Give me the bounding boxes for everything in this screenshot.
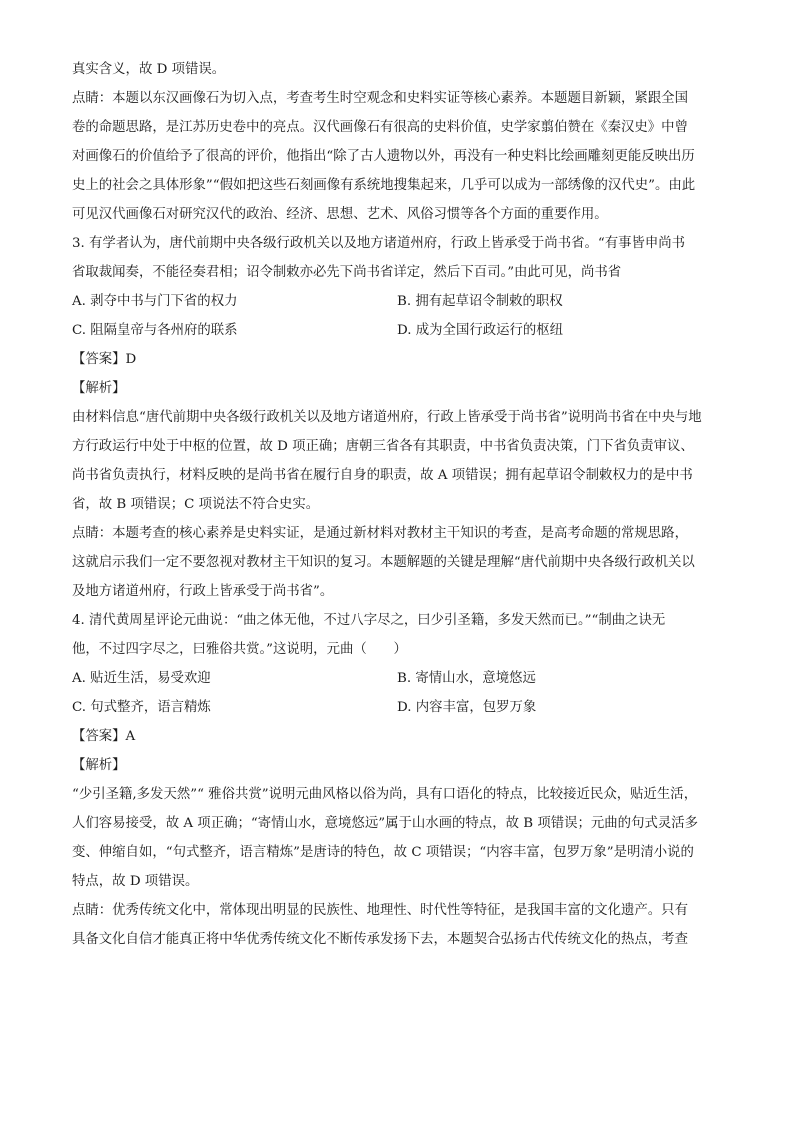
question-stem-line: 3. 有学者认为，唐代前期中央各级行政机关以及地方诸道州府，行政上皆承受于尚书省。“有事皆申尚书 (72, 236, 686, 251)
option-c: C. 句式整齐，语言精炼 (72, 700, 211, 715)
analysis-line: “少引圣籍,多发天然”“ 雅俗共赏”说明元曲风格以俗为尚，具有口语化的特点，比较接近民众，贴近生活， (72, 787, 698, 802)
analysis-line: 特点，故 D 项错误。 (72, 874, 199, 889)
analysis-line: 点睛：本题考查的核心素养是史料实证，是通过新材料对教材主干知识的考查，是高考命题的常规思路， (72, 526, 688, 541)
text-line: 对画像石的价值给予了很高的评价，他指出“除了古人遗物以外，再没有一种史料比绘画雕刻更能反映出历 (72, 149, 695, 164)
option-b: B. 拥有起草诏令制敕的职权 (397, 294, 563, 309)
text-line: 真实含义，故 D 项错误。 (72, 62, 226, 77)
analysis-line: 尚书省负责执行，材料反映的是尚书省在履行自身的职责，故 A 项错误；拥有起草诏令制敕权力的是中书 (72, 468, 693, 483)
option-a: A. 剥夺中书与门下省的权力 (72, 294, 238, 309)
answer-line: 【答案】D (72, 352, 137, 367)
options-row (72, 294, 722, 310)
options-row (72, 323, 722, 339)
options-row (72, 671, 722, 687)
document-page (72, 62, 722, 961)
analysis-line: 及地方诸道州府，行政上皆承受于尚书省”。 (72, 584, 334, 599)
analysis-label: 【解析】 (72, 381, 126, 396)
analysis-line: 省，故 B 项错误；C 项说法不符合史实。 (72, 497, 320, 512)
option-d: D. 成为全国行政运行的枢纽 (397, 323, 564, 338)
text-line: 史上的社会之具体形象”“假如把这些石刻画像有系统地搜集起来，几乎可以成为一部绣像的汉代史”。由此 (72, 178, 696, 193)
question-stem-line: 省取裁闻奏，不能径奏君相；诏令制敕亦必先下尚书省详定，然后下百司。”由此可见，尚书省 (72, 265, 622, 280)
option-a: A. 贴近生活，易受欢迎 (72, 671, 211, 686)
analysis-line: 人们容易接受，故 A 项正确；“寄情山水，意境悠远”属于山水画的特点，故 B 项错误；元曲的句式灵活多 (72, 816, 699, 831)
answer-line: 【答案】A (72, 729, 136, 744)
analysis-line: 方行政运行中处于中枢的位置，故 D 项正确；唐朝三省各有其职责，中书省负责决策，门下省负责审议、 (72, 439, 694, 454)
text-line: 卷的命题思路，是江苏历史卷中的亮点。汉代画像石有很高的史料价值，史学家翦伯赞在《秦汉史》中曾 (72, 120, 688, 135)
analysis-line: 这就启示我们一定不要忽视对教材主干知识的复习。本题解题的关键是理解“唐代前期中央各级行政机关以 (72, 555, 695, 570)
question-3 (72, 236, 722, 600)
options-row (72, 700, 722, 716)
analysis-label: 【解析】 (72, 758, 126, 773)
analysis-line: 具备文化自信才能真正将中华优秀传统文化不断传承发扬下去，本题契合弘扬古代传统文化的热点，考查 (72, 932, 688, 947)
text-line: 可见汉代画像石对研究汉代的政治、经济、思想、艺术、风俗习惯等各个方面的重要作用。 (72, 207, 608, 222)
option-c: C. 阻隔皇帝与各州府的联系 (72, 323, 238, 338)
question-stem-line: 他，不过四字尽之，曰雅俗共赏。”这说明，元曲（ ） (72, 642, 407, 657)
analysis-line: 变、伸缩自如，“句式整齐，语言精炼”是唐诗的特色，故 C 项错误；“内容丰富，包罗万象”是明清小说的 (72, 845, 694, 860)
question-stem-line: 4. 清代黄周星评论元曲说：“曲之体无他，不过八字尽之，曰少引圣籍，多发天然而已。”“制曲之诀无 (72, 613, 666, 628)
question-4 (72, 613, 722, 948)
option-b: B. 寄情山水，意境悠远 (397, 671, 536, 686)
analysis-line: 由材料信息“唐代前期中央各级行政机关以及地方诸道州府，行政上皆承受于尚书省”说明尚书省在中央与地 (72, 410, 702, 425)
analysis-line: 点睛：优秀传统文化中，常体现出明显的民族性、地理性、时代性等特征，是我国丰富的文化遗产。只有 (72, 903, 688, 918)
option-d: D. 内容丰富，包罗万象 (397, 700, 537, 715)
text-line: 点睛：本题以东汉画像石为切入点，考查考生时空观念和史料实证等核心素养。本题题目新颖，紧跟全国 (72, 91, 688, 106)
